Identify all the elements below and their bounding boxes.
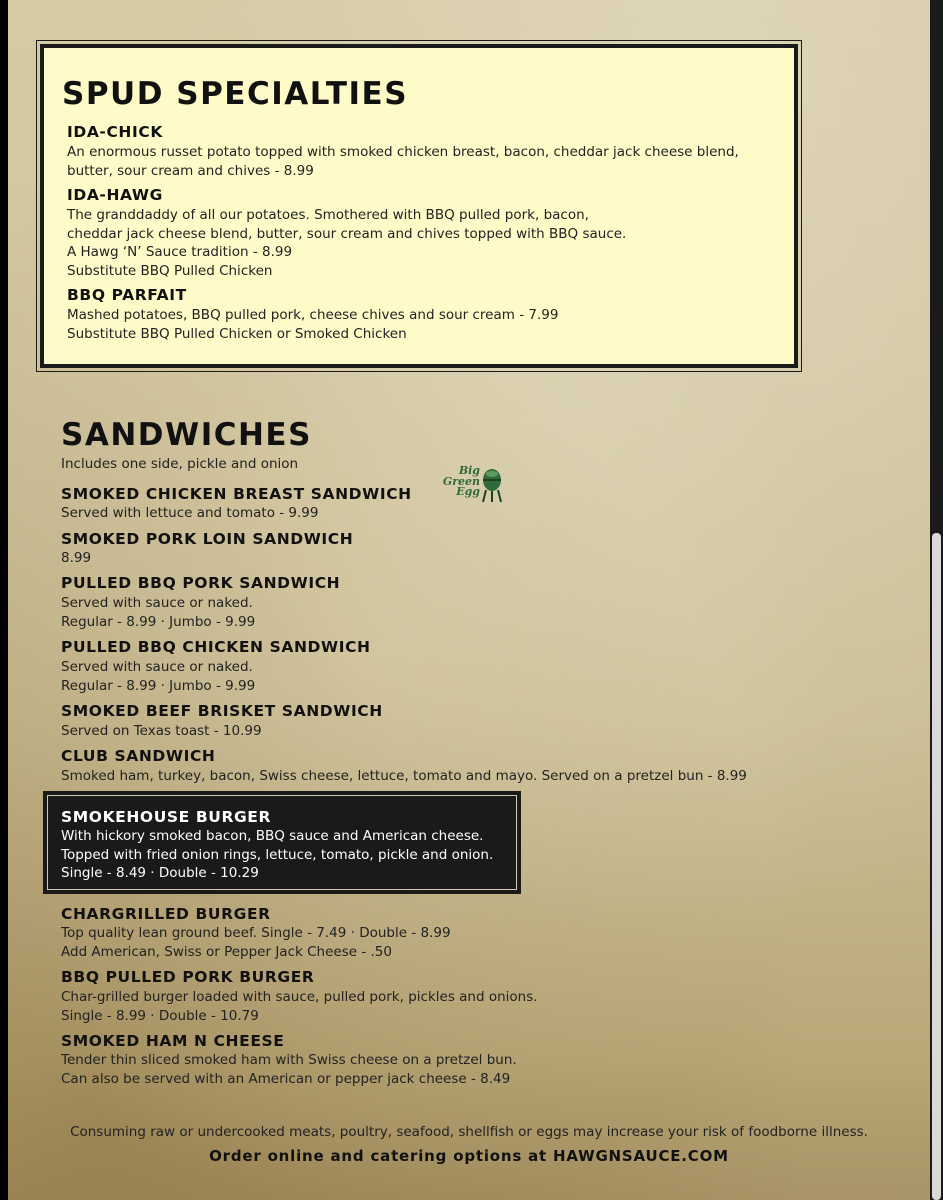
sandwich-item-desc: 8.99 [61, 550, 92, 566]
health-warning: Consuming raw or undercooked meats, poultry, seafood, shellfish or eggs may increase your risk of foodborne illness. [70, 1124, 868, 1140]
sandwich-item-desc: Top quality lean ground beef. Single - 7.49 · Double - 8.99 Add American, Swiss or Pepper Jack Cheese - .50 [61, 925, 451, 960]
sandwich-item-title: PULLED BBQ CHICKEN SANDWICH [61, 638, 371, 656]
menu-page [8, 0, 930, 1200]
featured-item-title: SMOKEHOUSE BURGER [61, 808, 272, 826]
sandwich-item-title: SMOKED PORK LOIN SANDWICH [61, 530, 354, 548]
scrollbar-thumb[interactable] [932, 533, 941, 1200]
sandwich-item-desc: Served with sauce or naked. Regular - 8.99 · Jumbo - 9.99 [61, 595, 256, 630]
scrollbar-track[interactable] [930, 0, 943, 1200]
sandwiches-note: Includes one side, pickle and onion [61, 456, 299, 472]
logo-text: Egg [456, 485, 480, 498]
sandwich-item-desc: Served on Texas toast - 10.99 [61, 723, 262, 739]
spud-item-desc: The granddaddy of all our potatoes. Smothered with BBQ pulled pork, bacon, cheddar jack cheese blend, butter, sour cream and chives topped with BBQ sauce. A Hawg ‘N’ Sauce tradition - 8.99 Substitute BBQ Pulled Chicken [67, 207, 627, 279]
sandwich-item-title: SMOKED HAM N CHEESE [61, 1032, 285, 1050]
spud-item-desc: An enormous russet potato topped with smoked chicken breast, bacon, cheddar jack cheese blend, butter, sour cream and chives - 8.99 [67, 144, 739, 179]
sandwich-item-title: SMOKED BEEF BRISKET SANDWICH [61, 702, 383, 720]
logo-text: Green [442, 474, 480, 488]
spud-section-title: SPUD SPECIALTIES [62, 76, 409, 112]
featured-item-desc: With hickory smoked bacon, BBQ sauce and American cheese. Topped with fried onion rings, lettuce, tomato, pickle and onion. Single - 8.49 · Double - 10.29 [61, 828, 494, 881]
logo-text: Big [458, 464, 480, 477]
sandwich-item-title: CLUB SANDWICH [61, 747, 216, 765]
sandwiches-section-title: SANDWICHES [61, 417, 312, 453]
order-online-text: Order online and catering options at HAWGNSAUCE.COM [209, 1147, 729, 1165]
grill-egg-icon [480, 466, 504, 504]
sandwich-item-title: BBQ PULLED PORK BURGER [61, 968, 315, 986]
sandwich-item-desc: Tender thin sliced smoked ham with Swiss cheese on a pretzel bun. Can also be served with an American or pepper jack cheese - 8.49 [61, 1052, 517, 1087]
spud-item-desc: Mashed potatoes, BBQ pulled pork, cheese chives and sour cream - 7.99 Substitute BBQ Pulled Chicken or Smoked Chicken [67, 307, 559, 342]
sandwich-item-desc: Served with lettuce and tomato - 9.99 [61, 505, 319, 521]
sandwich-item-desc: Smoked ham, turkey, bacon, Swiss cheese, lettuce, tomato and mayo. Served on a pretzel bun - 8.99 [61, 768, 747, 784]
big-green-egg-logo [436, 466, 506, 506]
sandwich-item-title: PULLED BBQ PORK SANDWICH [61, 574, 341, 592]
sandwich-item-desc: Char-grilled burger loaded with sauce, pulled pork, pickles and onions. Single - 8.99 · Double - 10.79 [61, 989, 538, 1024]
spud-item-title: BBQ PARFAIT [67, 286, 187, 304]
sandwich-item-title: SMOKED CHICKEN BREAST SANDWICH [61, 485, 412, 503]
sandwich-item-title: CHARGRILLED BURGER [61, 905, 271, 923]
sandwich-item-desc: Served with sauce or naked. Regular - 8.99 · Jumbo - 9.99 [61, 659, 256, 694]
spud-item-title: IDA-CHICK [67, 123, 163, 141]
spud-item-title: IDA-HAWG [67, 186, 163, 204]
